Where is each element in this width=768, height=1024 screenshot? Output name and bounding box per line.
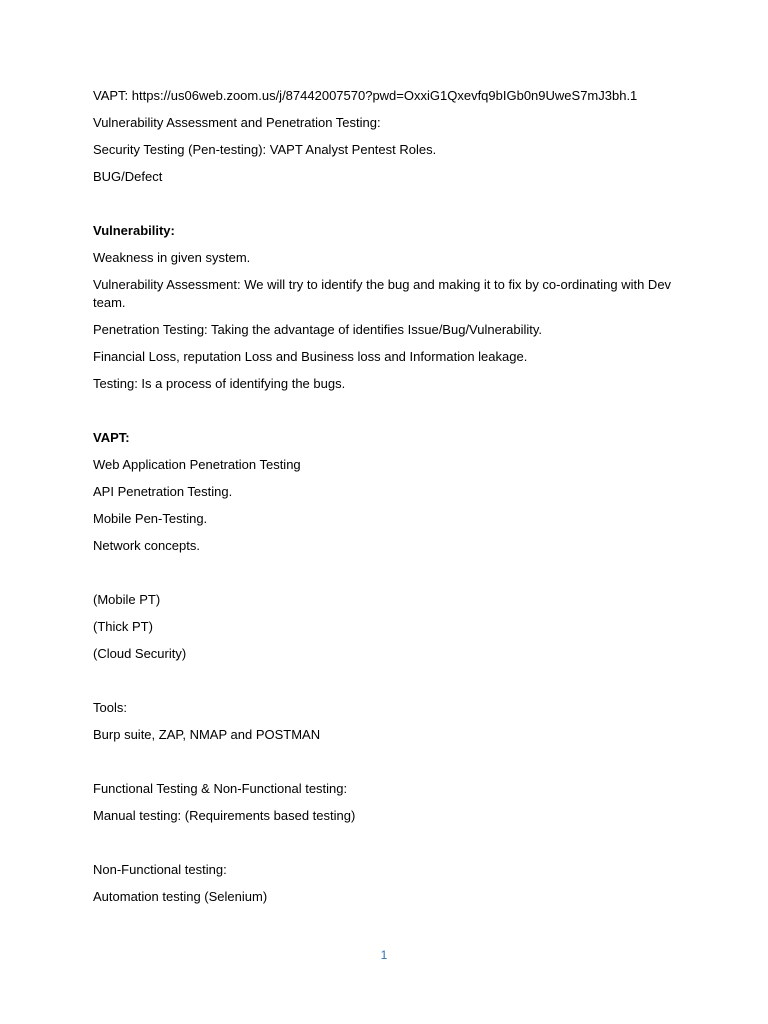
blank-line — [93, 402, 673, 420]
text-line: Non-Functional testing: — [93, 862, 227, 877]
text-line: Manual testing: (Requirements based testing) — [93, 808, 356, 823]
text-line: Web Application Penetration Testing — [93, 457, 301, 472]
text-line: Functional Testing & Non-Functional testing: — [93, 781, 348, 796]
text-line: Financial Loss, reputation Loss and Business loss and Information leakage. — [93, 349, 528, 364]
text-line: Vulnerability Assessment: We will try to identify the bug and making it to fix by co-ordinating with Dev team. — [93, 277, 672, 310]
blank-line — [93, 753, 673, 771]
text-line: Testing: Is a process of identifying the bugs. — [93, 376, 346, 391]
blank-line — [93, 834, 673, 852]
text-line: Network concepts. — [93, 538, 200, 553]
text-line: Penetration Testing: Taking the advantage of identifies Issue/Bug/Vulnerability. — [93, 322, 543, 337]
text-line: (Cloud Security) — [93, 646, 187, 661]
text-line: Burp suite, ZAP, NMAP and POSTMAN — [93, 727, 321, 742]
zoom-link-line[interactable]: VAPT: https://us06web.zoom.us/j/87442007570?pwd=OxxiG1Qxevfq9bIGb0n9UweS7mJ3bh.1 — [93, 88, 638, 103]
text-line: Vulnerability Assessment and Penetration Testing: — [93, 115, 381, 130]
blank-line — [93, 564, 673, 582]
text-line: Mobile Pen-Testing. — [93, 511, 208, 526]
text-line: BUG/Defect — [93, 169, 163, 184]
text-line: Weakness in given system. — [93, 250, 251, 265]
text-line: Tools: — [93, 700, 127, 715]
text-line: Security Testing (Pen-testing): VAPT Analyst Pentest Roles. — [93, 142, 437, 157]
blank-line — [93, 672, 673, 690]
blank-line — [93, 195, 673, 213]
section-heading-vapt: VAPT: — [93, 430, 130, 445]
document-body — [93, 87, 673, 915]
section-heading-vulnerability: Vulnerability: — [93, 223, 175, 238]
text-line: (Thick PT) — [93, 619, 153, 634]
text-line: Automation testing (Selenium) — [93, 889, 268, 904]
text-line: (Mobile PT) — [93, 592, 161, 607]
page-number: 1 — [380, 948, 388, 962]
text-line: API Penetration Testing. — [93, 484, 233, 499]
